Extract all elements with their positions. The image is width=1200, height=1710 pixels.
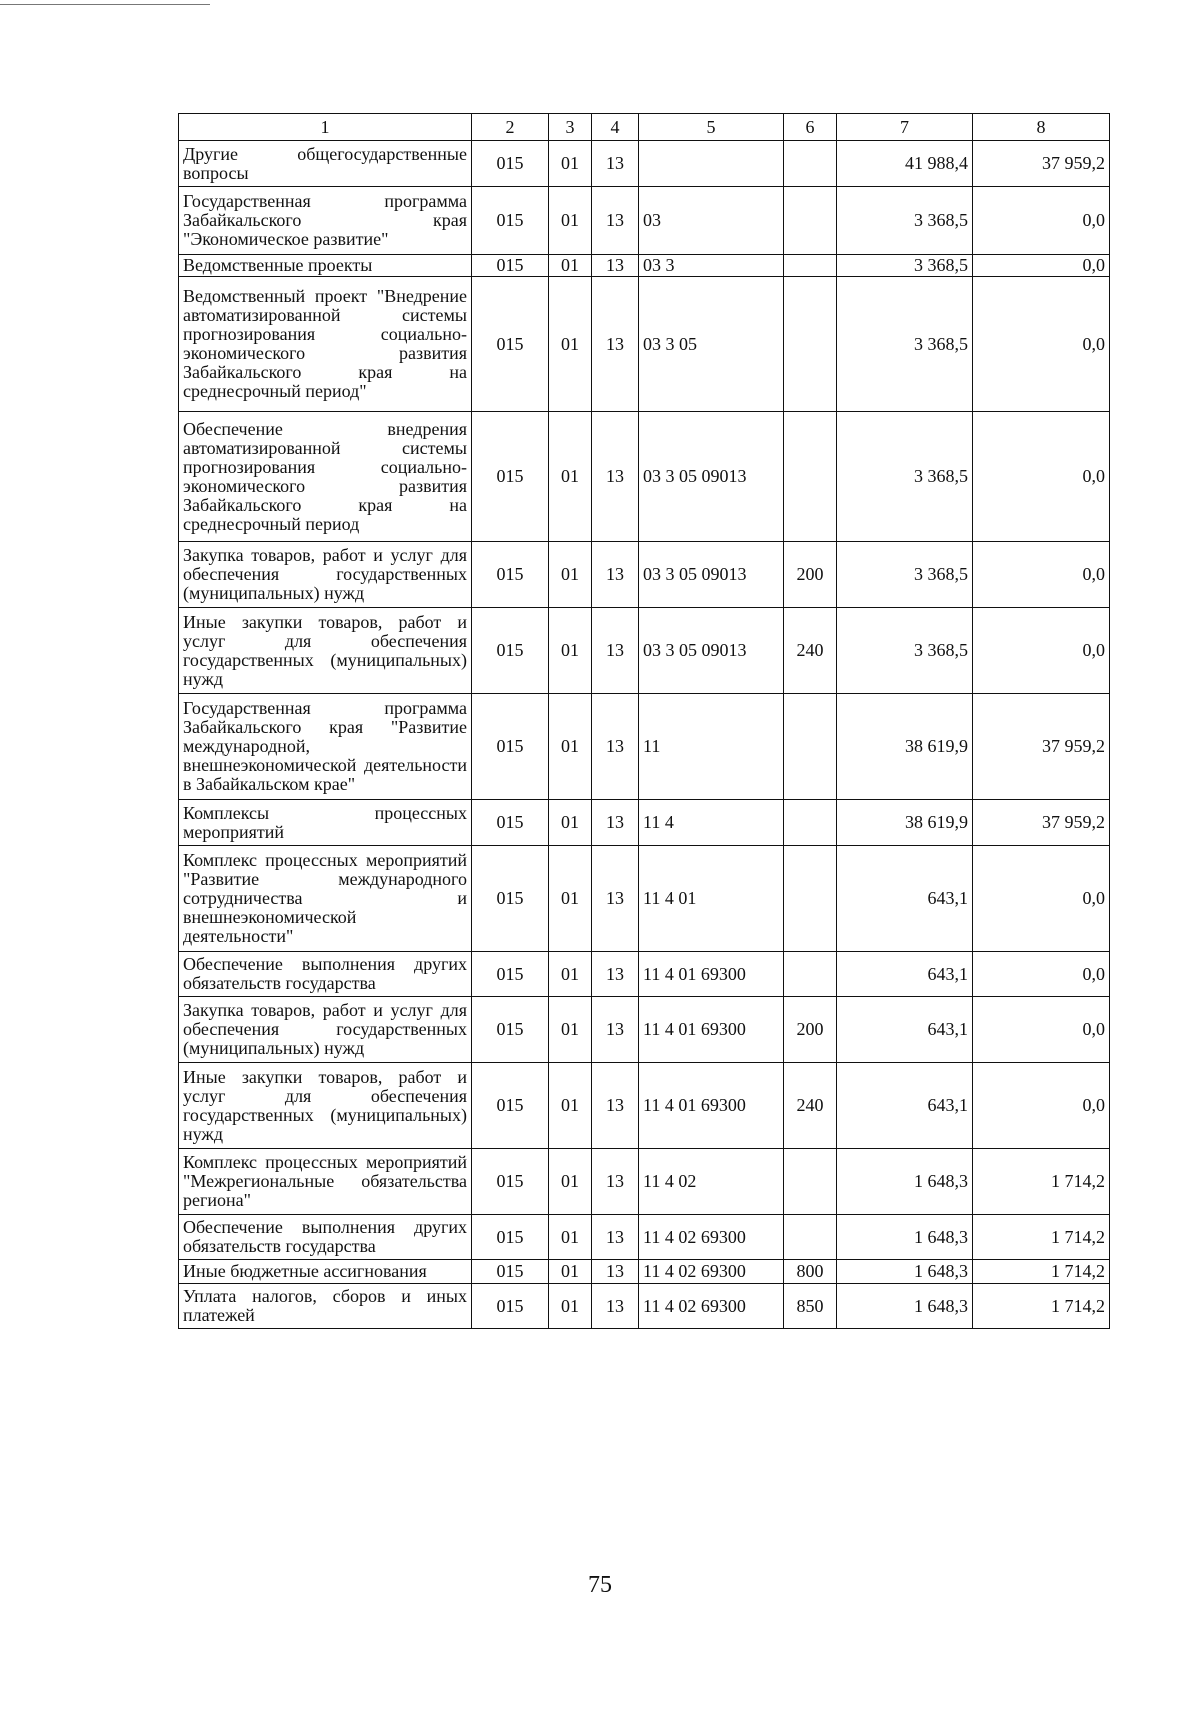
cell-code-3: 01 bbox=[549, 141, 592, 187]
row-name: Обеспечение внедрения автоматизированной системы прогнозирования социально-экономического развития Забайкальского края на среднесрочный период bbox=[179, 412, 472, 542]
cell-code-2: 015 bbox=[472, 141, 549, 187]
cell-amount-7: 38 619,9 bbox=[837, 800, 973, 846]
cell-amount-8: 1 714,2 bbox=[973, 1260, 1110, 1284]
cell-amount-8: 37 959,2 bbox=[973, 141, 1110, 187]
cell-code-2: 015 bbox=[472, 694, 549, 800]
cell-code-6 bbox=[784, 141, 837, 187]
cell-code-6 bbox=[784, 800, 837, 846]
cell-amount-8: 0,0 bbox=[973, 277, 1110, 412]
cell-code-4: 13 bbox=[592, 1063, 639, 1149]
table-row bbox=[179, 255, 1110, 277]
budget-table bbox=[178, 113, 1110, 1329]
cell-code-4: 13 bbox=[592, 141, 639, 187]
cell-code-3: 01 bbox=[549, 187, 592, 255]
cell-amount-8: 37 959,2 bbox=[973, 800, 1110, 846]
cell-code-2: 015 bbox=[472, 997, 549, 1063]
table-row bbox=[179, 846, 1110, 952]
cell-code-2: 015 bbox=[472, 542, 549, 608]
table-row bbox=[179, 1063, 1110, 1149]
cell-code-5: 03 3 bbox=[639, 255, 784, 277]
cell-code-4: 13 bbox=[592, 542, 639, 608]
cell-amount-7: 1 648,3 bbox=[837, 1260, 973, 1284]
cell-code-4: 13 bbox=[592, 1284, 639, 1329]
cell-code-5: 11 4 01 bbox=[639, 846, 784, 952]
cell-amount-7: 643,1 bbox=[837, 1063, 973, 1149]
cell-amount-8: 0,0 bbox=[973, 542, 1110, 608]
table-row bbox=[179, 608, 1110, 694]
cell-code-6 bbox=[784, 694, 837, 800]
table-row bbox=[179, 141, 1110, 187]
cell-code-4: 13 bbox=[592, 608, 639, 694]
cell-amount-7: 3 368,5 bbox=[837, 277, 973, 412]
cell-code-4: 13 bbox=[592, 412, 639, 542]
cell-code-4: 13 bbox=[592, 952, 639, 997]
cell-code-3: 01 bbox=[549, 1260, 592, 1284]
cell-code-2: 015 bbox=[472, 412, 549, 542]
cell-code-2: 015 bbox=[472, 800, 549, 846]
cell-code-5: 03 bbox=[639, 187, 784, 255]
cell-amount-7: 643,1 bbox=[837, 846, 973, 952]
cell-code-6: 240 bbox=[784, 608, 837, 694]
cell-amount-8: 0,0 bbox=[973, 846, 1110, 952]
cell-code-2: 015 bbox=[472, 608, 549, 694]
cell-code-3: 01 bbox=[549, 694, 592, 800]
row-name: Ведомственные проекты bbox=[179, 255, 472, 277]
row-name: Иные закупки товаров, работ и услуг для обеспечения государственных (муниципальных) нужд bbox=[179, 608, 472, 694]
cell-code-2: 015 bbox=[472, 1063, 549, 1149]
cell-code-4: 13 bbox=[592, 997, 639, 1063]
cell-code-5: 03 3 05 09013 bbox=[639, 542, 784, 608]
cell-code-6 bbox=[784, 952, 837, 997]
row-name: Иные бюджетные ассигнования bbox=[179, 1260, 472, 1284]
cell-amount-7: 643,1 bbox=[837, 952, 973, 997]
page-number: 75 bbox=[588, 1572, 612, 1598]
row-name: Иные закупки товаров, работ и услуг для обеспечения государственных (муниципальных) нужд bbox=[179, 1063, 472, 1149]
cell-code-2: 015 bbox=[472, 846, 549, 952]
cell-amount-8: 1 714,2 bbox=[973, 1215, 1110, 1260]
table-row bbox=[179, 1149, 1110, 1215]
cell-code-4: 13 bbox=[592, 277, 639, 412]
cell-amount-8: 0,0 bbox=[973, 952, 1110, 997]
cell-code-6 bbox=[784, 412, 837, 542]
cell-amount-8: 0,0 bbox=[973, 997, 1110, 1063]
column-header-1: 1 bbox=[179, 114, 472, 141]
cell-amount-7: 3 368,5 bbox=[837, 255, 973, 277]
cell-amount-8: 37 959,2 bbox=[973, 694, 1110, 800]
table-row bbox=[179, 1215, 1110, 1260]
cell-code-3: 01 bbox=[549, 997, 592, 1063]
cell-amount-8: 1 714,2 bbox=[973, 1149, 1110, 1215]
row-name: Комплекс процессных мероприятий "Межрегиональные обязательства региона" bbox=[179, 1149, 472, 1215]
header-row bbox=[179, 114, 1110, 141]
cell-code-6 bbox=[784, 1149, 837, 1215]
table-row bbox=[179, 1260, 1110, 1284]
cell-code-3: 01 bbox=[549, 952, 592, 997]
cell-code-4: 13 bbox=[592, 255, 639, 277]
table-body bbox=[179, 141, 1110, 1329]
table-row bbox=[179, 187, 1110, 255]
cell-code-5: 11 4 01 69300 bbox=[639, 997, 784, 1063]
column-header-3: 3 bbox=[549, 114, 592, 141]
table-row bbox=[179, 277, 1110, 412]
table-row bbox=[179, 997, 1110, 1063]
cell-code-6 bbox=[784, 1215, 837, 1260]
cell-amount-8: 0,0 bbox=[973, 187, 1110, 255]
row-name: Уплата налогов, сборов и иных платежей bbox=[179, 1284, 472, 1329]
cell-code-4: 13 bbox=[592, 694, 639, 800]
cell-code-3: 01 bbox=[549, 255, 592, 277]
row-name: Закупка товаров, работ и услуг для обеспечения государственных (муниципальных) нужд bbox=[179, 997, 472, 1063]
cell-amount-7: 1 648,3 bbox=[837, 1149, 973, 1215]
cell-code-2: 015 bbox=[472, 255, 549, 277]
cell-code-5: 03 3 05 bbox=[639, 277, 784, 412]
table-row bbox=[179, 952, 1110, 997]
row-name: Комплексы процессных мероприятий bbox=[179, 800, 472, 846]
cell-code-2: 015 bbox=[472, 1149, 549, 1215]
cell-amount-8: 0,0 bbox=[973, 608, 1110, 694]
cell-code-2: 015 bbox=[472, 187, 549, 255]
row-name: Обеспечение выполнения других обязательств государства bbox=[179, 952, 472, 997]
cell-code-3: 01 bbox=[549, 608, 592, 694]
cell-code-5: 03 3 05 09013 bbox=[639, 412, 784, 542]
table-row bbox=[179, 800, 1110, 846]
column-header-8: 8 bbox=[973, 114, 1110, 141]
cell-amount-7: 643,1 bbox=[837, 997, 973, 1063]
cell-amount-7: 3 368,5 bbox=[837, 608, 973, 694]
row-name: Закупка товаров, работ и услуг для обеспечения государственных (муниципальных) нужд bbox=[179, 542, 472, 608]
cell-code-4: 13 bbox=[592, 1215, 639, 1260]
cell-code-3: 01 bbox=[549, 277, 592, 412]
cell-code-3: 01 bbox=[549, 1215, 592, 1260]
cell-code-2: 015 bbox=[472, 1260, 549, 1284]
column-header-5: 5 bbox=[639, 114, 784, 141]
cell-amount-8: 0,0 bbox=[973, 1063, 1110, 1149]
cell-amount-8: 1 714,2 bbox=[973, 1284, 1110, 1329]
table-row bbox=[179, 694, 1110, 800]
cell-code-5 bbox=[639, 141, 784, 187]
column-header-6: 6 bbox=[784, 114, 837, 141]
cell-code-6 bbox=[784, 846, 837, 952]
cell-code-6 bbox=[784, 187, 837, 255]
cell-code-5: 11 4 02 69300 bbox=[639, 1260, 784, 1284]
column-header-7: 7 bbox=[837, 114, 973, 141]
cell-code-3: 01 bbox=[549, 542, 592, 608]
cell-code-4: 13 bbox=[592, 1260, 639, 1284]
table-row bbox=[179, 542, 1110, 608]
cell-amount-8: 0,0 bbox=[973, 255, 1110, 277]
cell-code-3: 01 bbox=[549, 412, 592, 542]
row-name: Ведомственный проект "Внедрение автоматизированной системы прогнозирования социально-экономического развития Забайкальского края на среднесрочный период" bbox=[179, 277, 472, 412]
scan-edge-line bbox=[0, 4, 210, 5]
cell-code-5: 03 3 05 09013 bbox=[639, 608, 784, 694]
table-row bbox=[179, 412, 1110, 542]
cell-code-6 bbox=[784, 277, 837, 412]
cell-code-4: 13 bbox=[592, 846, 639, 952]
cell-amount-8: 0,0 bbox=[973, 412, 1110, 542]
cell-code-5: 11 4 bbox=[639, 800, 784, 846]
cell-code-5: 11 bbox=[639, 694, 784, 800]
cell-code-4: 13 bbox=[592, 1149, 639, 1215]
cell-code-6: 850 bbox=[784, 1284, 837, 1329]
cell-code-5: 11 4 02 69300 bbox=[639, 1215, 784, 1260]
cell-code-2: 015 bbox=[472, 1284, 549, 1329]
column-header-4: 4 bbox=[592, 114, 639, 141]
cell-code-3: 01 bbox=[549, 846, 592, 952]
cell-code-5: 11 4 02 bbox=[639, 1149, 784, 1215]
cell-amount-7: 3 368,5 bbox=[837, 412, 973, 542]
cell-amount-7: 1 648,3 bbox=[837, 1284, 973, 1329]
cell-amount-7: 1 648,3 bbox=[837, 1215, 973, 1260]
column-header-2: 2 bbox=[472, 114, 549, 141]
cell-code-3: 01 bbox=[549, 800, 592, 846]
table-row bbox=[179, 1284, 1110, 1329]
cell-code-2: 015 bbox=[472, 277, 549, 412]
cell-amount-7: 38 619,9 bbox=[837, 694, 973, 800]
cell-code-3: 01 bbox=[549, 1063, 592, 1149]
cell-code-4: 13 bbox=[592, 187, 639, 255]
cell-amount-7: 3 368,5 bbox=[837, 187, 973, 255]
cell-code-4: 13 bbox=[592, 800, 639, 846]
cell-code-3: 01 bbox=[549, 1284, 592, 1329]
cell-code-6: 200 bbox=[784, 542, 837, 608]
row-name: Государственная программа Забайкальского края "Экономическое развитие" bbox=[179, 187, 472, 255]
cell-code-6: 240 bbox=[784, 1063, 837, 1149]
cell-code-6: 800 bbox=[784, 1260, 837, 1284]
row-name: Государственная программа Забайкальского края "Развитие международной, внешнеэкономической деятельности в Забайкальском крае" bbox=[179, 694, 472, 800]
cell-amount-7: 3 368,5 bbox=[837, 542, 973, 608]
cell-code-3: 01 bbox=[549, 1149, 592, 1215]
cell-amount-7: 41 988,4 bbox=[837, 141, 973, 187]
cell-code-5: 11 4 02 69300 bbox=[639, 1284, 784, 1329]
cell-code-5: 11 4 01 69300 bbox=[639, 952, 784, 997]
cell-code-2: 015 bbox=[472, 1215, 549, 1260]
row-name: Комплекс процессных мероприятий "Развитие международного сотрудничества и внешнеэкономической деятельности" bbox=[179, 846, 472, 952]
cell-code-5: 11 4 01 69300 bbox=[639, 1063, 784, 1149]
cell-code-6 bbox=[784, 255, 837, 277]
row-name: Обеспечение выполнения других обязательств государства bbox=[179, 1215, 472, 1260]
cell-code-6: 200 bbox=[784, 997, 837, 1063]
row-name: Другие общегосударственные вопросы bbox=[179, 141, 472, 187]
cell-code-2: 015 bbox=[472, 952, 549, 997]
